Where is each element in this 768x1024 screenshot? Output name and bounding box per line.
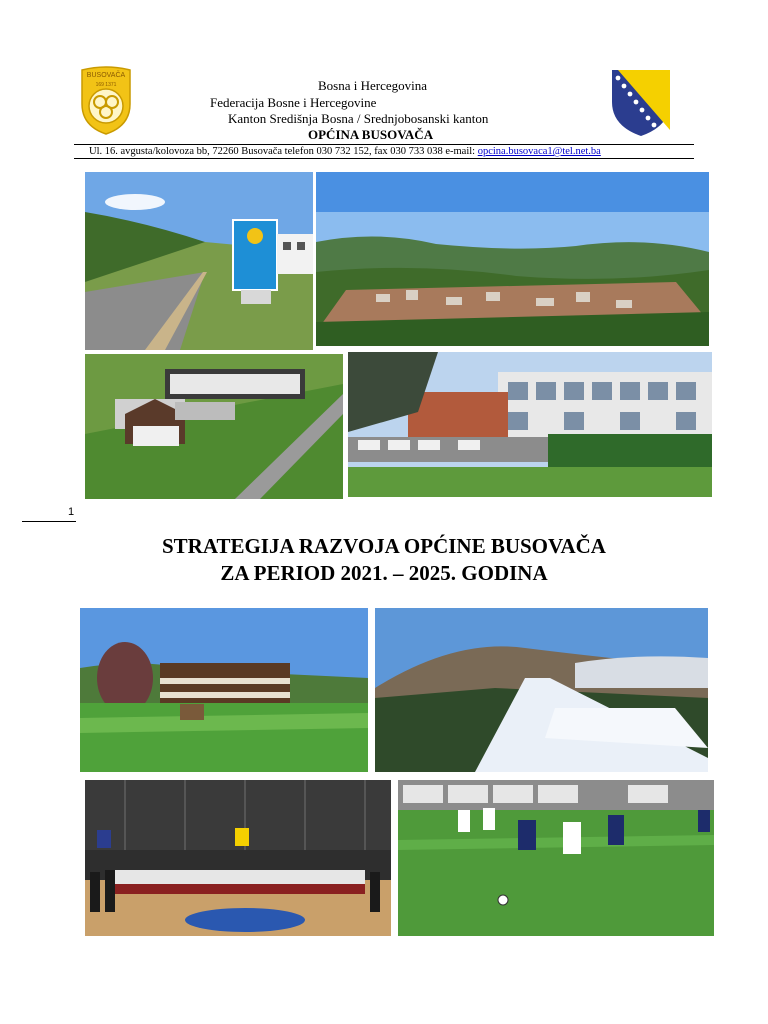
town-panorama-photo [316, 172, 709, 346]
ski-slope-photo [375, 608, 708, 772]
document-title-line-1: STRATEGIJA RAZVOJA OPĆINE BUSOVAČA [162, 534, 606, 558]
football-match-photo [398, 780, 714, 936]
header-rule [74, 144, 694, 145]
header-address: Ul. 16. avgusta/kolovoza bb, 72260 Busovača telefon 030 732 152, fax 030 733 038 e-mail: [89, 146, 478, 157]
header-rule-bottom [74, 158, 694, 159]
svg-text:BUSOVAČA: BUSOVAČA [86, 72, 126, 79]
bih-coat-of-arms [610, 68, 672, 138]
school-building-photo [348, 352, 712, 497]
header-email-link[interactable]: opcina.busovaca1@tel.net.ba [477, 146, 601, 157]
document-title-line-2: ZA PERIOD 2021. – 2025. GODINA [220, 561, 548, 585]
header-municipality: OPĆINA BUSOVAČA [308, 127, 434, 142]
factory-aerial-photo [85, 354, 343, 499]
municipality-coat-of-arms [76, 64, 136, 136]
header-canton: Kanton Središnja Bosna / Srednjobosanski kanton [228, 111, 489, 126]
footnote-rule [22, 521, 76, 522]
folk-ensemble-hall-photo [85, 780, 391, 936]
welcome-sign-road-photo [85, 172, 313, 350]
header-contact [89, 146, 601, 157]
header-federation: Federacija Bosne i Hercegovine [210, 95, 377, 110]
svg-text:169 1371: 169 1371 [95, 82, 117, 88]
header-country: Bosna i Hercegovina [318, 78, 428, 93]
mountain-lodge-photo [80, 608, 368, 772]
footnote-number: 1 [68, 506, 75, 518]
